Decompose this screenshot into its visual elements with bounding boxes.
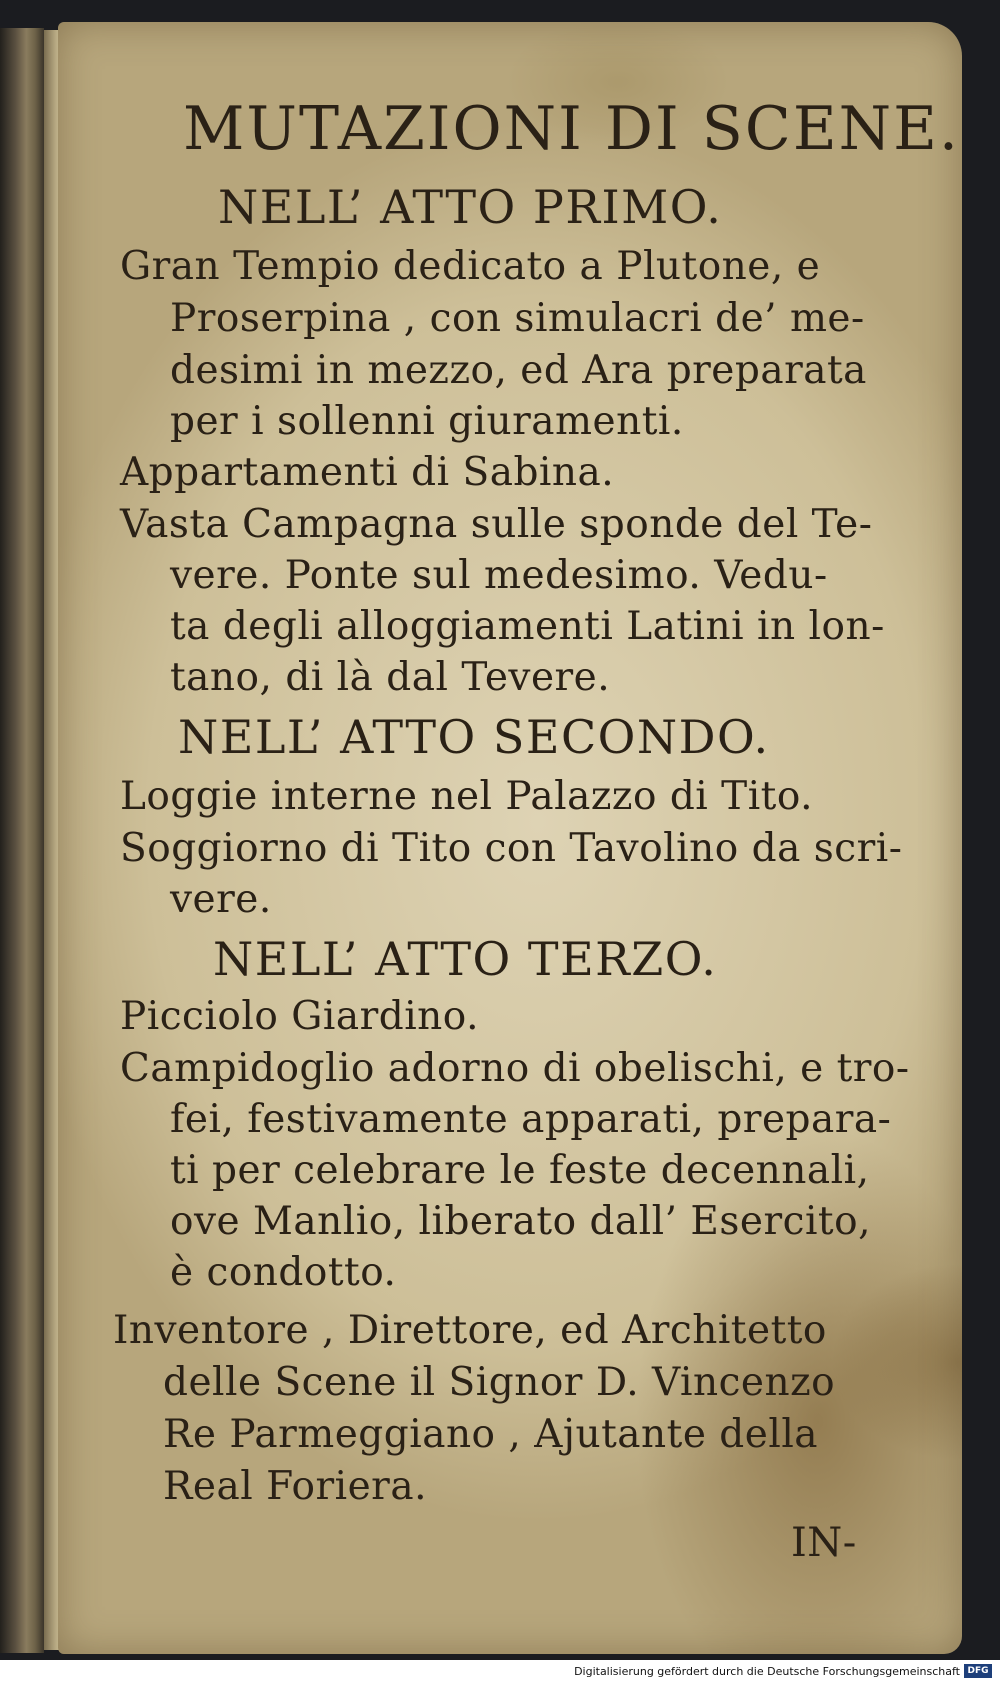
act-one-line: Gran Tempio dedicato a Plutone, e (120, 244, 821, 289)
act-three-line: fei, festivamente apparati, prepara- (170, 1097, 892, 1142)
act-two-heading: NELL’ ATTO SECONDO. (178, 710, 770, 764)
act-three-line: Picciolo Giardino. (120, 994, 479, 1039)
act-three-line: ti per celebrare le feste decennali, (170, 1148, 870, 1193)
book-page (58, 22, 962, 1654)
act-one-line: tano, di là dal Tevere. (170, 655, 611, 700)
digitization-credit: Digitalisierung gefördert durch die Deutsche Forschungsgemeinschaft (574, 1665, 960, 1678)
act-three-heading: NELL’ ATTO TERZO. (213, 932, 718, 986)
credits-line: Real Foriera. (163, 1464, 427, 1509)
act-one-line: desimi in mezzo, ed Ara preparata (170, 348, 867, 393)
act-three-line: ove Manlio, liberato dall’ Esercito, (170, 1199, 871, 1244)
credits-line: Re Parmeggiano , Ajutante della (163, 1412, 819, 1457)
book-binding (0, 28, 44, 1653)
act-one-line: Proserpina , con simulacri de’ me- (170, 296, 865, 341)
act-one-heading: NELL’ ATTO PRIMO. (218, 180, 723, 234)
catchword: IN- (791, 1520, 857, 1566)
credits-line: Inventore , Direttore, ed Architetto (113, 1308, 827, 1353)
credits-line: delle Scene il Signor D. Vincenzo (163, 1360, 836, 1405)
act-one-line: vere. Ponte sul medesimo. Vedu- (170, 553, 828, 598)
act-one-line: ta degli alloggiamenti Latini in lon- (170, 604, 885, 649)
page-title: MUTAZIONI DI SCENE. (183, 94, 960, 164)
act-one-line: Vasta Campagna sulle sponde del Te- (120, 502, 873, 547)
act-two-line: Soggiorno di Tito con Tavolino da scri- (120, 826, 903, 871)
act-one-line: per i sollenni giuramenti. (170, 399, 684, 444)
act-two-line: Loggie interne nel Palazzo di Tito. (120, 774, 814, 819)
act-two-line: vere. (170, 877, 272, 922)
dfg-logo: DFG (964, 1664, 992, 1678)
act-three-line: è condotto. (170, 1250, 397, 1295)
act-one-line: Appartamenti di Sabina. (120, 450, 615, 495)
act-three-line: Campidoglio adorno di obelischi, e tro- (120, 1046, 910, 1091)
